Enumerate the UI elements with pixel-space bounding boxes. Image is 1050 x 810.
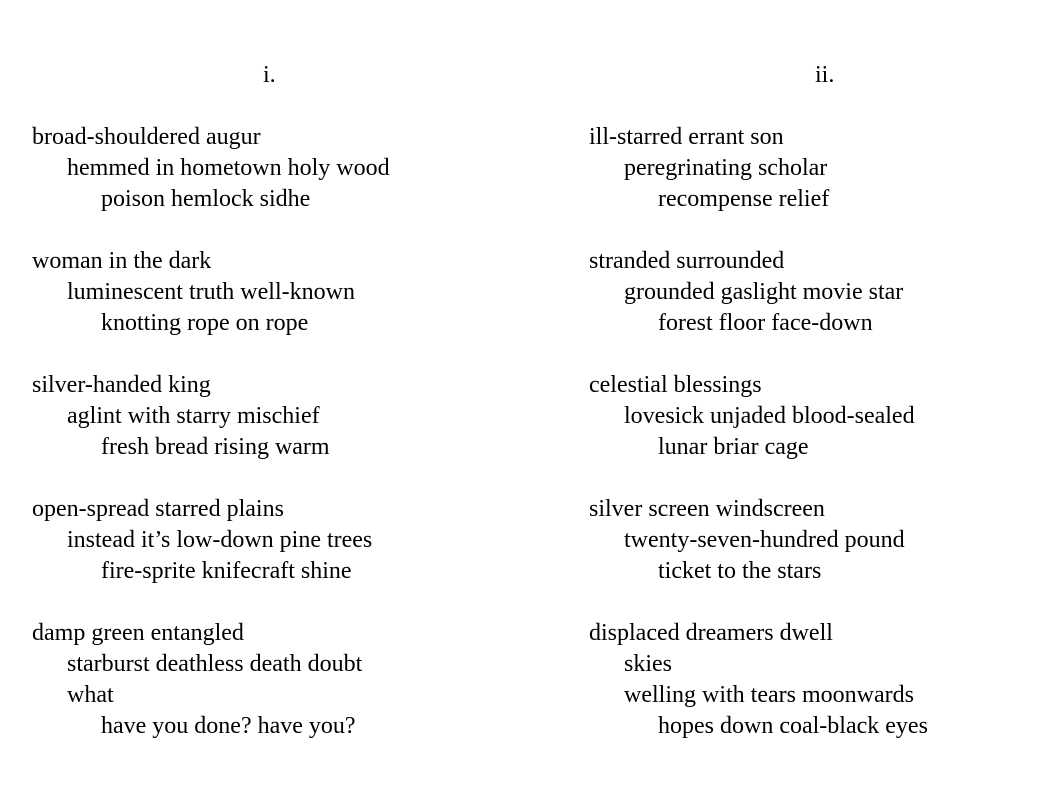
poem-line: welling with tears moonwards [624, 682, 914, 708]
poem-line: silver-handed king [32, 372, 211, 398]
poem-line: fresh bread rising warm [101, 434, 330, 460]
poem-line: knotting rope on rope [101, 310, 309, 336]
section-title: ii. [815, 62, 835, 88]
poem-line: stranded surrounded [589, 248, 785, 274]
poem-line: lunar briar cage [658, 434, 809, 460]
poem-line: have you done? have you? [101, 713, 356, 739]
poem-line: ill-starred errant son [589, 124, 784, 150]
poem-line: woman in the dark [32, 248, 212, 274]
stanza [32, 122, 532, 215]
poem-line: twenty-seven-hundred pound [624, 527, 905, 553]
poem-line: fire-sprite knifecraft shine [101, 558, 352, 584]
stanza [589, 370, 1029, 463]
poem-line: ticket to the stars [658, 558, 822, 584]
poem-line: damp green entangled [32, 620, 244, 646]
stanza-list [589, 122, 1029, 773]
poem-line: instead it’s low-down pine trees [67, 527, 373, 553]
poem-line: starburst deathless death doubt [67, 651, 363, 677]
stanza [589, 246, 1029, 339]
stanza [32, 618, 532, 742]
poem-line: lovesick unjaded blood-sealed [624, 403, 915, 429]
poem-line: peregrinating scholar [624, 155, 828, 181]
poem-line: silver screen windscreen [589, 496, 825, 522]
poem-line: aglint with starry mischief [67, 403, 320, 429]
stanza [32, 494, 532, 587]
stanza [589, 494, 1029, 587]
stanza [589, 618, 1029, 742]
poem-line: celestial blessings [589, 372, 762, 398]
poem-line: poison hemlock sidhe [101, 186, 311, 212]
poem-line: displaced dreamers dwell [589, 620, 833, 646]
poem-line: broad-shouldered augur [32, 124, 261, 150]
poem-line: grounded gaslight movie star [624, 279, 904, 305]
poem-line: forest floor face-down [658, 310, 873, 336]
poem-line: hopes down coal-black eyes [658, 713, 928, 739]
poem-line: luminescent truth well-known [67, 279, 355, 305]
stanza-list [32, 122, 532, 773]
stanza [32, 246, 532, 339]
stanza [589, 122, 1029, 215]
stanza [32, 370, 532, 463]
poem-line: hemmed in hometown holy wood [67, 155, 390, 181]
poem-line: open-spread starred plains [32, 496, 284, 522]
section-title: i. [263, 62, 276, 88]
poem-line: recompense relief [658, 186, 830, 212]
poem-line: what [67, 682, 114, 708]
poem-line: skies [624, 651, 672, 677]
